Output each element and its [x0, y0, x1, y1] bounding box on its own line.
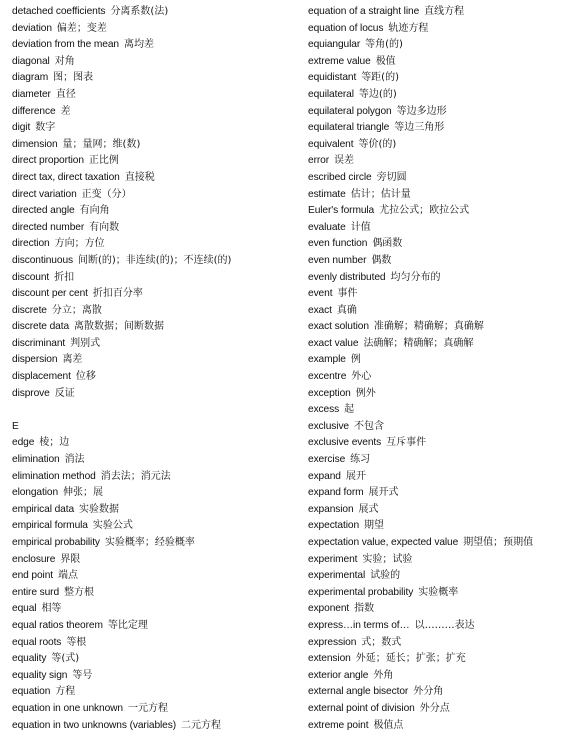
- blank-line: [12, 402, 302, 419]
- entry-translation: 偏差；变差: [56, 22, 107, 34]
- entry-term: entire surd: [12, 586, 60, 598]
- glossary-entry: [12, 485, 302, 502]
- entry-translation: 外延；延长；扩张；扩充: [355, 653, 466, 665]
- glossary-entry: [12, 552, 302, 569]
- entry-term: E: [12, 420, 19, 432]
- entry-term: external angle bisector: [308, 686, 409, 698]
- glossary-entry: [308, 236, 560, 253]
- entry-translation: 旁切圆: [376, 171, 407, 183]
- entry-term: elimination method: [12, 470, 96, 482]
- entry-translation: 期望值；预期值: [463, 537, 534, 548]
- entry-translation: 尤拉公式；欧拉公式: [379, 205, 470, 217]
- glossary-entry: [308, 651, 560, 668]
- entry-translation: 方向；方位: [54, 238, 105, 250]
- entry-term: enclosure: [12, 553, 56, 565]
- entry-translation: 互斥事件: [386, 437, 427, 449]
- entry-term: extreme point: [308, 719, 369, 731]
- glossary-entry: [12, 651, 302, 668]
- entry-term: diagonal: [12, 55, 50, 67]
- entry-translation: 等边(的): [358, 88, 397, 100]
- entry-term: extension: [308, 653, 351, 665]
- entry-translation: 对角: [54, 55, 75, 67]
- entry-translation: 有向数: [89, 221, 120, 233]
- entry-translation: 外分角: [413, 686, 444, 698]
- glossary-entry: [308, 386, 560, 403]
- entry-term: experiment: [308, 553, 358, 565]
- entry-term: digit: [12, 122, 31, 134]
- entry-term: equilateral triangle: [308, 122, 390, 134]
- glossary-entry: [308, 104, 560, 121]
- entry-term: evaluate: [308, 221, 346, 233]
- glossary-entry: [308, 187, 560, 204]
- glossary-entry: [12, 21, 302, 38]
- entry-term: external point of division: [308, 702, 415, 714]
- entry-translation: 消法: [64, 454, 85, 466]
- entry-translation: 分立；离散: [51, 304, 102, 316]
- entry-translation: 直径: [55, 88, 76, 100]
- entry-translation: 消去法；消元法: [100, 470, 171, 482]
- glossary-entry: [12, 684, 302, 701]
- entry-term: exercise: [308, 454, 346, 466]
- entry-translation: 等比定理: [107, 619, 148, 631]
- glossary-entry: [12, 253, 302, 270]
- entry-translation: 离均差: [124, 39, 154, 51]
- entry-term: edge: [12, 437, 35, 449]
- glossary-entry: [12, 220, 302, 237]
- glossary-entry: [12, 54, 302, 71]
- entry-translation: 折扣百分率: [92, 288, 143, 300]
- glossary-entry: [12, 469, 302, 486]
- glossary-entry: [308, 502, 560, 519]
- entry-term: elongation: [12, 487, 59, 499]
- glossary-entry: [12, 535, 302, 552]
- entry-translation: 展开式: [368, 487, 399, 499]
- entry-translation: 离差: [62, 354, 83, 366]
- entry-term: empirical probability: [12, 537, 100, 548]
- entry-translation: 以………表达: [414, 619, 475, 631]
- glossary-entry: [308, 170, 560, 187]
- entry-translation: 等角(的): [365, 39, 403, 51]
- entry-term: equiangular: [308, 39, 361, 51]
- entry-term: displacement: [12, 371, 71, 383]
- entry-term: discount per cent: [12, 288, 88, 300]
- glossary-entry: [308, 668, 560, 685]
- glossary-entry: [308, 402, 560, 419]
- entry-term: discriminant: [12, 337, 66, 349]
- entry-translation: 练习: [350, 454, 371, 466]
- entry-term: direct proportion: [12, 155, 84, 167]
- entry-term: expression: [308, 636, 357, 648]
- entry-term: equation in two unknowns (variables): [12, 719, 177, 731]
- glossary-entry: [308, 303, 560, 320]
- entry-term: escribed circle: [308, 171, 372, 183]
- entry-term: equal roots: [12, 636, 62, 648]
- glossary-entry: [308, 684, 560, 701]
- glossary-entry: [308, 718, 560, 735]
- glossary-entry: [12, 137, 302, 154]
- right-column: [308, 4, 560, 734]
- section-letter: [12, 419, 302, 436]
- glossary-entry: [308, 87, 560, 104]
- entry-translation: 实验数据: [79, 503, 120, 515]
- entry-term: directed angle: [12, 205, 75, 217]
- entry-term: direct variation: [12, 188, 77, 200]
- entry-term: equivalent: [308, 138, 354, 150]
- entry-term: deviation from the mean: [12, 39, 119, 51]
- glossary-entry: [308, 4, 560, 21]
- glossary-entry: [308, 319, 560, 336]
- glossary-entry: [12, 701, 302, 718]
- entry-term: excess: [308, 404, 340, 416]
- entry-term: direction: [12, 238, 50, 250]
- glossary-entry: [12, 568, 302, 585]
- entry-translation: 外心: [351, 371, 372, 383]
- glossary-entry: [308, 585, 560, 602]
- glossary-entry: [308, 270, 560, 287]
- entry-term: direct tax, direct taxation: [12, 171, 120, 183]
- glossary-entry: [12, 236, 302, 253]
- entry-translation: 等边三角形: [394, 122, 445, 134]
- entry-translation: 不包含: [354, 420, 384, 432]
- entry-translation: 例外: [355, 387, 376, 399]
- glossary-entry: [308, 336, 560, 353]
- entry-translation: 差: [60, 105, 71, 117]
- entry-translation: 真确: [336, 304, 357, 316]
- entry-term: expand: [308, 470, 341, 482]
- entry-translation: 分离系数(法): [110, 6, 169, 17]
- entry-term: exclusive events: [308, 437, 382, 449]
- glossary-entry: [308, 352, 560, 369]
- entry-term: diameter: [12, 88, 51, 100]
- entry-term: dimension: [12, 138, 58, 150]
- entry-term: discrete: [12, 304, 47, 316]
- entry-translation: 均匀分布的: [390, 271, 441, 283]
- glossary-entry: [12, 153, 302, 170]
- entry-translation: 外角: [373, 669, 394, 681]
- entry-term: exception: [308, 387, 351, 399]
- entry-term: discount: [12, 271, 50, 283]
- left-column: [12, 4, 302, 734]
- entry-term: equidistant: [308, 72, 357, 84]
- glossary-entry: [12, 635, 302, 652]
- entry-term: even function: [308, 238, 368, 250]
- glossary-entry: [12, 203, 302, 220]
- entry-term: exponent: [308, 603, 350, 615]
- entry-term: elimination: [12, 454, 60, 466]
- entry-translation: 等距(的): [361, 72, 399, 84]
- glossary-entry: [12, 104, 302, 121]
- entry-translation: 等(式): [51, 653, 80, 665]
- glossary-entry: [308, 153, 560, 170]
- entry-term: difference: [12, 105, 56, 117]
- entry-term: equal: [12, 603, 37, 615]
- glossary-entry: [12, 336, 302, 353]
- entry-translation: 方程: [55, 686, 76, 698]
- entry-term: example: [308, 354, 346, 366]
- entry-term: experimental: [308, 570, 366, 582]
- entry-translation: 相等: [41, 603, 62, 615]
- glossary-entry: [12, 286, 302, 303]
- glossary-entry: [308, 485, 560, 502]
- glossary-entry: [308, 253, 560, 270]
- glossary-entry: [12, 502, 302, 519]
- entry-translation: 偶数: [371, 254, 392, 266]
- entry-translation: 图；图表: [53, 72, 94, 84]
- glossary-entry: [308, 452, 560, 469]
- entry-term: event: [308, 288, 333, 300]
- entry-term: diagram: [12, 72, 49, 84]
- glossary-entry: [12, 386, 302, 403]
- glossary-entry: [12, 120, 302, 137]
- entry-term: empirical data: [12, 503, 75, 515]
- glossary-entry: [308, 701, 560, 718]
- glossary-entry: [308, 469, 560, 486]
- entry-term: discrete data: [12, 321, 70, 333]
- entry-translation: 界限: [60, 553, 81, 565]
- entry-term: expansion: [308, 503, 354, 515]
- entry-translation: 正变（分）: [81, 188, 132, 200]
- glossary-entry: [12, 435, 302, 452]
- glossary-entry: [308, 419, 560, 436]
- glossary-entry: [308, 618, 560, 635]
- entry-translation: 伸张；展: [63, 487, 104, 499]
- glossary-entry: [308, 286, 560, 303]
- entry-translation: 判别式: [70, 337, 101, 349]
- entry-term: equation of a straight line: [308, 6, 420, 17]
- entry-term: exterior angle: [308, 669, 369, 681]
- glossary-entry: [308, 21, 560, 38]
- entry-term: detached coefficients: [12, 6, 106, 17]
- entry-term: exact value: [308, 337, 359, 349]
- glossary-entry: [12, 585, 302, 602]
- entry-translation: 二元方程: [181, 719, 222, 731]
- glossary-entry: [308, 518, 560, 535]
- glossary-entry: [12, 601, 302, 618]
- entry-term: exact: [308, 304, 332, 316]
- entry-translation: 事件: [337, 288, 358, 300]
- glossary-entry: [12, 452, 302, 469]
- entry-term: express…in terms of…: [308, 619, 410, 631]
- glossary-entry: [308, 535, 560, 552]
- entry-term: equation: [12, 686, 51, 698]
- entry-translation: 指数: [354, 603, 375, 615]
- entry-translation: 等根: [66, 636, 87, 648]
- entry-translation: 轨迹方程: [388, 22, 429, 34]
- entry-translation: 实验概率；经验概率: [104, 537, 195, 548]
- entry-translation: 数字: [35, 122, 56, 134]
- glossary-entry: [12, 303, 302, 320]
- entry-term: equilateral polygon: [308, 105, 392, 117]
- entry-translation: 计值: [350, 221, 371, 233]
- entry-term: equilateral: [308, 88, 354, 100]
- entry-term: error: [308, 155, 330, 167]
- entry-translation: 展开: [345, 470, 366, 482]
- entry-translation: 误差: [334, 155, 355, 167]
- glossary-entry: [308, 552, 560, 569]
- glossary-entry: [12, 718, 302, 735]
- entry-term: equation of locus: [308, 22, 384, 34]
- entry-translation: 偶函数: [372, 238, 403, 250]
- glossary-entry: [12, 352, 302, 369]
- entry-translation: 折扣: [54, 271, 75, 283]
- glossary-entry: [308, 435, 560, 452]
- entry-translation: 直线方程: [424, 6, 465, 17]
- entry-translation: 量；量网；维(数): [62, 138, 141, 150]
- glossary-entry: [12, 87, 302, 104]
- entry-translation: 极值: [375, 55, 396, 67]
- entry-term: end point: [12, 570, 54, 582]
- entry-translation: 极值点: [373, 719, 404, 731]
- glossary-entry: [12, 70, 302, 87]
- glossary-entry: [12, 37, 302, 54]
- entry-term: expectation: [308, 520, 360, 532]
- entry-term: equality sign: [12, 669, 68, 681]
- entry-term: empirical formula: [12, 520, 88, 532]
- entry-term: evenly distributed: [308, 271, 386, 283]
- entry-translation: 等边多边形: [396, 105, 447, 117]
- entry-term: disprove: [12, 387, 50, 399]
- glossary-entry: [12, 518, 302, 535]
- entry-translation: 离散数据；间断数据: [74, 321, 165, 333]
- glossary-entry: [12, 270, 302, 287]
- entry-term: Euler's formula: [308, 205, 375, 217]
- entry-term: estimate: [308, 188, 346, 200]
- entry-translation: 一元方程: [128, 702, 168, 714]
- entry-translation: 实验概率: [418, 586, 459, 598]
- entry-translation: 整方根: [64, 586, 95, 598]
- entry-translation: 展式: [358, 503, 379, 515]
- glossary-entry: [308, 37, 560, 54]
- entry-term: equation in one unknown: [12, 702, 123, 714]
- entry-translation: 实验；试验: [362, 553, 413, 565]
- entry-translation: 试验的: [370, 570, 401, 582]
- entry-term: equal ratios theorem: [12, 619, 103, 631]
- entry-translation: 估计；估计量: [350, 188, 411, 200]
- glossary-entry: [308, 54, 560, 71]
- entry-translation: 等价(的): [358, 138, 397, 150]
- entry-translation: 位移: [75, 371, 96, 383]
- entry-translation: 外分点: [419, 702, 450, 714]
- glossary-entry: [308, 120, 560, 137]
- entry-translation: 准确解；精确解；真确解: [373, 321, 484, 333]
- glossary-entry: [12, 319, 302, 336]
- glossary-entry: [308, 137, 560, 154]
- glossary-entry: [12, 170, 302, 187]
- glossary-entry: [308, 203, 560, 220]
- entry-term: expand form: [308, 487, 364, 499]
- entry-term: directed number: [12, 221, 85, 233]
- entry-translation: 起: [344, 404, 355, 416]
- entry-translation: 等号: [72, 669, 93, 681]
- entry-translation: 式；数式: [361, 636, 402, 648]
- entry-term: deviation: [12, 22, 52, 34]
- glossary-entry: [12, 369, 302, 386]
- glossary-entry: [308, 601, 560, 618]
- entry-term: experimental probability: [308, 586, 414, 598]
- entry-translation: 有向角: [79, 205, 110, 217]
- entry-translation: 棱；边: [39, 437, 70, 449]
- entry-translation: 例: [350, 354, 361, 366]
- entry-term: exclusive: [308, 420, 349, 432]
- entry-translation: 实验公式: [92, 520, 133, 532]
- glossary-entry: [12, 668, 302, 685]
- glossary-entry: [308, 220, 560, 237]
- entry-term: even number: [308, 254, 367, 266]
- entry-term: excentre: [308, 371, 347, 383]
- entry-term: exact solution: [308, 321, 369, 333]
- glossary-entry: [308, 635, 560, 652]
- entry-translation: 间断(的)；非连续(的)；不连续(的): [78, 254, 232, 266]
- entry-translation: 法确解；精确解；真确解: [363, 337, 474, 349]
- glossary-entry: [308, 369, 560, 386]
- entry-translation: 正比例: [88, 155, 119, 167]
- entry-translation: 直接税: [124, 171, 155, 183]
- glossary-entry: [308, 70, 560, 87]
- entry-term: equality: [12, 653, 47, 665]
- entry-term: expectation value, expected value: [308, 537, 459, 548]
- glossary-entry: [308, 568, 560, 585]
- entry-translation: 期望: [364, 520, 385, 532]
- entry-translation: 端点: [58, 570, 79, 582]
- entry-term: dispersion: [12, 354, 58, 366]
- entry-translation: 反证: [54, 387, 75, 399]
- entry-term: discontinuous: [12, 254, 73, 266]
- entry-term: extreme value: [308, 55, 371, 67]
- glossary-entry: [12, 187, 302, 204]
- glossary-entry: [12, 618, 302, 635]
- glossary-entry: [12, 4, 302, 21]
